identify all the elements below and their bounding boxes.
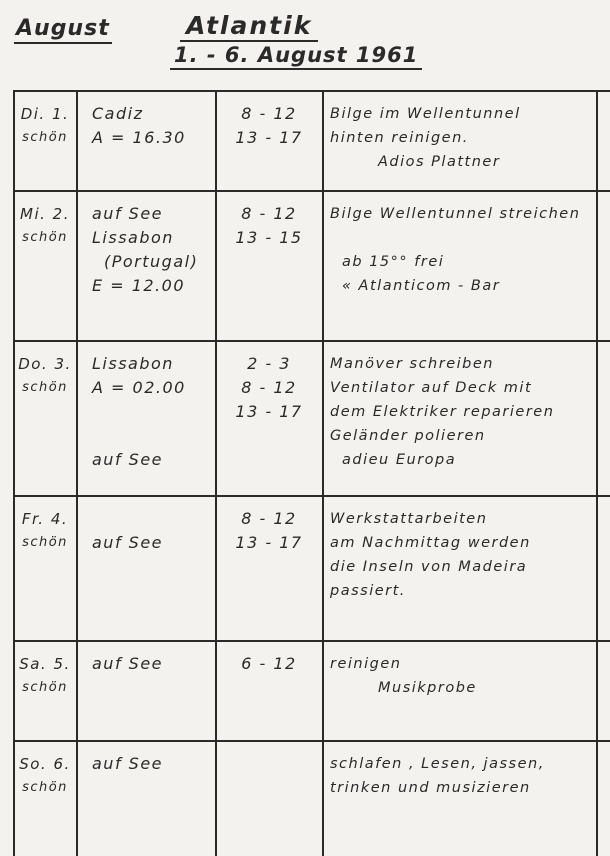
- location-line: E = 12.00: [92, 276, 185, 295]
- location-line: [92, 507, 212, 531]
- notes-line: ab 15°° frei: [342, 254, 445, 270]
- hours-line: 13 - 17: [235, 533, 303, 552]
- location-line: auf See: [92, 450, 164, 469]
- notes-line: dem Elektriker reparieren: [330, 404, 555, 420]
- day-label: Fr. 4.: [21, 510, 69, 528]
- day-cell: [16, 652, 74, 700]
- notes-line: Musikprobe: [378, 680, 477, 696]
- notes-cell: [330, 507, 606, 603]
- log-entry-row: [0, 202, 610, 340]
- weather-label: schön: [22, 130, 68, 145]
- location-cell: [92, 652, 212, 676]
- notes-line: hinten reinigen.: [330, 130, 469, 146]
- location-cell: [92, 102, 212, 150]
- notes-line: Bilge Wellentunnel streichen: [330, 206, 581, 222]
- location-line: auf See: [92, 533, 164, 552]
- page-title: Atlantik: [180, 12, 318, 42]
- log-entry-row: [0, 102, 610, 190]
- day-label: So. 6.: [19, 755, 71, 773]
- row-divider: [13, 640, 610, 642]
- row-divider: [13, 90, 610, 92]
- hours-line: 13 - 17: [235, 128, 303, 147]
- day-cell: [16, 752, 74, 800]
- hours-cell: [218, 352, 320, 424]
- location-cell: [92, 752, 212, 776]
- day-cell: [16, 507, 74, 555]
- hours-cell: [218, 202, 320, 250]
- location-line: [92, 400, 212, 424]
- notes-line: die Inseln von Madeira: [330, 559, 528, 575]
- notes-line: am Nachmittag werden: [330, 535, 531, 551]
- location-cell: [92, 352, 212, 472]
- row-divider: [13, 495, 610, 497]
- notes-line: Werkstattarbeiten: [330, 511, 488, 527]
- day-cell: [16, 102, 74, 150]
- notes-cell: [330, 202, 606, 298]
- row-divider: [13, 190, 610, 192]
- day-cell: [16, 202, 74, 250]
- day-cell: [16, 352, 74, 400]
- location-cell: [92, 202, 212, 298]
- hours-line: 8 - 12: [241, 104, 297, 123]
- notes-line: trinken und musizieren: [330, 780, 531, 796]
- notes-line: « Atlanticom - Bar: [342, 278, 501, 294]
- notes-line: reinigen: [330, 656, 402, 672]
- notes-line: Ventilator auf Deck mit: [330, 380, 533, 396]
- day-label: Di. 1.: [20, 105, 70, 123]
- location-line: auf See: [92, 204, 164, 223]
- location-line: auf See: [92, 754, 164, 773]
- notes-cell: [330, 652, 606, 700]
- hours-line: 13 - 15: [235, 228, 303, 247]
- location-line: (Portugal): [104, 252, 199, 271]
- notes-line: Bilge im Wellentunnel: [330, 106, 521, 122]
- location-cell: [92, 507, 212, 555]
- day-label: Do. 3.: [18, 355, 72, 373]
- month-heading: August: [14, 16, 112, 44]
- log-entry-row: [0, 352, 610, 495]
- notes-cell: [330, 352, 606, 472]
- location-line: A = 02.00: [92, 378, 186, 397]
- weather-label: schön: [22, 780, 68, 795]
- row-divider: [13, 740, 610, 742]
- location-line: auf See: [92, 654, 164, 673]
- notes-line: Manöver schreiben: [330, 356, 494, 372]
- log-entry-row: [0, 652, 610, 740]
- hours-cell: [218, 507, 320, 555]
- weather-label: schön: [22, 680, 68, 695]
- hours-line: 2 - 3: [247, 354, 291, 373]
- location-line: [92, 424, 212, 448]
- notes-line: Geländer polieren: [330, 428, 486, 444]
- notes-line: adieu Europa: [342, 452, 457, 468]
- location-line: Lissabon: [92, 354, 174, 373]
- notes-cell: [330, 102, 606, 174]
- location-line: Cadiz: [92, 104, 144, 123]
- weather-label: schön: [22, 230, 68, 245]
- weather-label: schön: [22, 380, 68, 395]
- log-entry-row: [0, 507, 610, 640]
- day-label: Mi. 2.: [20, 205, 70, 223]
- day-label: Sa. 5.: [19, 655, 71, 673]
- notes-line: schlafen , Lesen, jassen,: [330, 756, 545, 772]
- notes-line: [330, 226, 606, 250]
- date-range: 1. - 6. August 1961: [170, 42, 422, 70]
- notes-line: Adios Plattner: [378, 154, 501, 170]
- notes-cell: [330, 752, 606, 800]
- hours-line: 8 - 12: [241, 378, 297, 397]
- log-entry-row: [0, 752, 610, 856]
- hours-cell: [218, 102, 320, 150]
- hours-line: 8 - 12: [241, 509, 297, 528]
- hours-cell: [218, 652, 320, 676]
- notes-line: passiert.: [330, 583, 406, 599]
- hours-line: 8 - 12: [241, 204, 297, 223]
- location-line: A = 16.30: [92, 128, 186, 147]
- location-line: Lissabon: [92, 228, 174, 247]
- hours-line: 13 - 17: [235, 402, 303, 421]
- row-divider: [13, 340, 610, 342]
- hours-line: 6 - 12: [241, 654, 297, 673]
- weather-label: schön: [22, 535, 68, 550]
